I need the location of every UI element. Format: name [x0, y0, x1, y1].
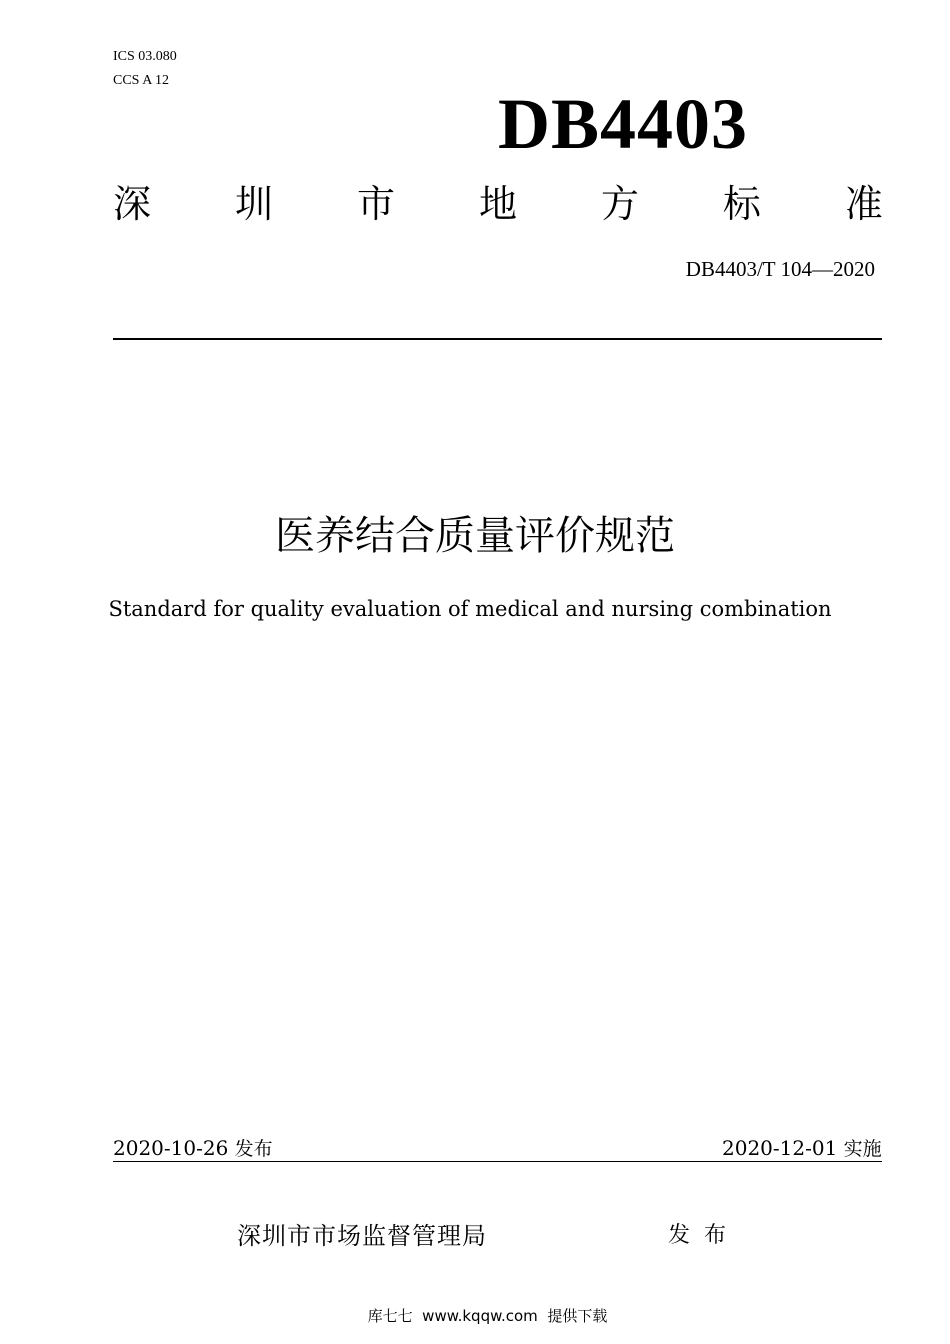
issue-date: 2020-10-26	[113, 1136, 229, 1160]
category-char: 标	[722, 182, 761, 226]
issue-label: 发布	[234, 1138, 273, 1160]
category-char: 地	[478, 182, 517, 226]
publisher-name: 深圳市市场监督管理局	[237, 1222, 487, 1250]
standard-category	[113, 180, 883, 228]
header-divider	[113, 338, 882, 340]
document-title-english: Standard for quality evaluation of medical and nursing combination	[108, 597, 832, 621]
standard-mark: DB4403	[498, 84, 749, 164]
category-char: 方	[600, 182, 639, 226]
standard-number: DB4403/T 104—2020	[685, 257, 875, 281]
publish-action-text: 发 布	[668, 1223, 726, 1248]
ics-code: ICS 03.080	[113, 49, 177, 64]
footer-divider	[113, 1161, 882, 1162]
ccs-code: CCS A 12	[113, 73, 170, 88]
implement-label: 实施	[843, 1138, 882, 1160]
document-title-chinese: 医养结合质量评价规范	[275, 513, 675, 559]
category-char: 市	[356, 182, 395, 226]
issue-date-line	[113, 1134, 273, 1163]
publish-action	[668, 1220, 726, 1252]
implement-date-line	[722, 1134, 882, 1163]
category-char: 圳	[234, 182, 273, 226]
category-char: 准	[844, 182, 883, 226]
footer-note-text: 库七七 www.kqqw.com 提供下载	[367, 1307, 608, 1325]
implement-date: 2020-12-01	[722, 1136, 838, 1160]
download-footer-note	[0, 1306, 950, 1326]
category-char: 深	[113, 182, 152, 226]
